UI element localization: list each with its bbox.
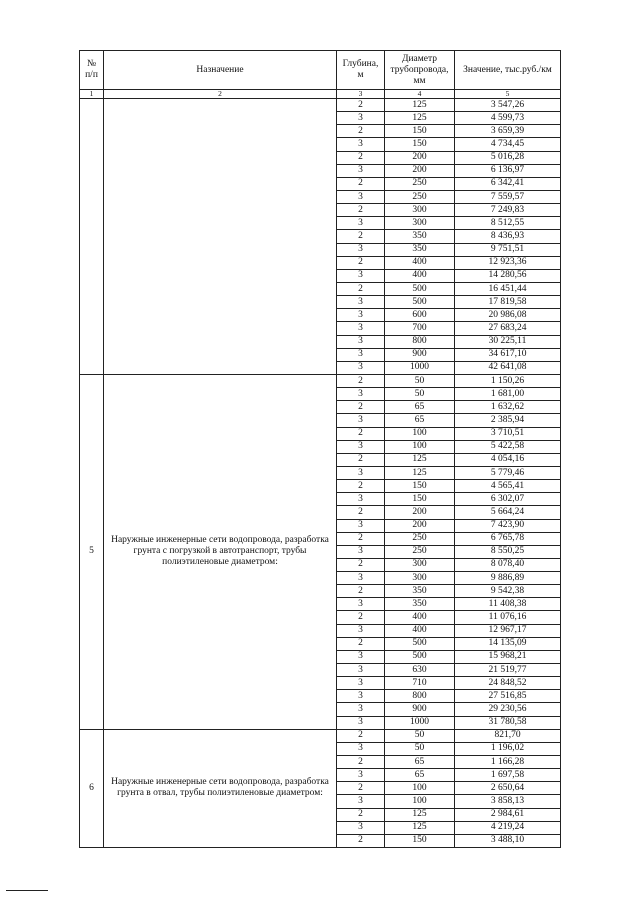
value-cell: 1 196,02 (455, 742, 561, 755)
value-cell: 5 779,46 (455, 466, 561, 479)
depth-cell: 3 (337, 821, 385, 834)
diameter-cell: 125 (385, 466, 455, 479)
value-cell: 5 664,24 (455, 506, 561, 519)
depth-cell: 2 (337, 99, 385, 112)
section-number: 6 (80, 729, 104, 847)
depth-cell: 2 (337, 480, 385, 493)
depth-cell: 3 (337, 650, 385, 663)
table-row (80, 729, 561, 742)
depth-cell: 3 (337, 742, 385, 755)
depth-cell: 2 (337, 637, 385, 650)
diameter-cell: 500 (385, 282, 455, 295)
value-cell: 8 436,93 (455, 230, 561, 243)
value-cell: 4 054,16 (455, 453, 561, 466)
diameter-cell: 700 (385, 322, 455, 335)
depth-cell: 3 (337, 269, 385, 282)
diameter-cell: 150 (385, 480, 455, 493)
diameter-cell: 400 (385, 611, 455, 624)
value-cell: 20 986,08 (455, 309, 561, 322)
diameter-cell: 200 (385, 506, 455, 519)
depth-cell: 2 (337, 177, 385, 190)
diameter-cell: 350 (385, 230, 455, 243)
depth-cell: 3 (337, 677, 385, 690)
column-number: 2 (104, 90, 337, 99)
diameter-cell: 250 (385, 545, 455, 558)
depth-cell: 2 (337, 427, 385, 440)
diameter-cell: 250 (385, 190, 455, 203)
diameter-cell: 125 (385, 453, 455, 466)
diameter-cell: 125 (385, 112, 455, 125)
depth-cell: 3 (337, 309, 385, 322)
value-cell: 8 512,55 (455, 217, 561, 230)
diameter-cell: 200 (385, 151, 455, 164)
value-cell: 3 659,39 (455, 125, 561, 138)
diameter-cell: 1000 (385, 716, 455, 729)
depth-cell: 3 (337, 361, 385, 374)
diameter-cell: 900 (385, 703, 455, 716)
diameter-cell: 400 (385, 256, 455, 269)
diameter-cell: 50 (385, 374, 455, 387)
value-cell: 24 848,52 (455, 677, 561, 690)
value-cell: 3 710,51 (455, 427, 561, 440)
diameter-cell: 125 (385, 821, 455, 834)
diameter-cell: 800 (385, 690, 455, 703)
diameter-cell: 300 (385, 572, 455, 585)
depth-cell: 2 (337, 506, 385, 519)
value-cell: 1 166,28 (455, 756, 561, 769)
price-table (79, 50, 561, 848)
diameter-cell: 600 (385, 309, 455, 322)
value-cell: 31 780,58 (455, 716, 561, 729)
depth-cell: 2 (337, 230, 385, 243)
value-cell: 30 225,11 (455, 335, 561, 348)
depth-cell: 2 (337, 282, 385, 295)
value-cell: 821,70 (455, 729, 561, 742)
depth-cell: 3 (337, 322, 385, 335)
value-cell: 2 385,94 (455, 414, 561, 427)
diameter-cell: 710 (385, 677, 455, 690)
diameter-cell: 400 (385, 624, 455, 637)
value-cell: 5 422,58 (455, 440, 561, 453)
diameter-cell: 65 (385, 414, 455, 427)
depth-cell: 2 (337, 204, 385, 217)
diameter-cell: 150 (385, 125, 455, 138)
column-number: 3 (337, 90, 385, 99)
value-cell: 9 751,51 (455, 243, 561, 256)
diameter-cell: 50 (385, 729, 455, 742)
value-cell: 3 858,13 (455, 795, 561, 808)
depth-cell: 2 (337, 256, 385, 269)
value-cell: 1 150,26 (455, 374, 561, 387)
diameter-cell: 150 (385, 834, 455, 847)
depth-cell: 3 (337, 598, 385, 611)
value-cell: 4 734,45 (455, 138, 561, 151)
diameter-cell: 350 (385, 585, 455, 598)
value-cell: 15 968,21 (455, 650, 561, 663)
value-cell: 6 302,07 (455, 493, 561, 506)
value-cell: 6 342,41 (455, 177, 561, 190)
value-cell: 3 547,26 (455, 99, 561, 112)
diameter-cell: 300 (385, 217, 455, 230)
depth-cell: 3 (337, 296, 385, 309)
diameter-cell: 1000 (385, 361, 455, 374)
diameter-cell: 150 (385, 138, 455, 151)
depth-cell: 2 (337, 729, 385, 742)
value-cell: 8 078,40 (455, 558, 561, 571)
depth-cell: 2 (337, 401, 385, 414)
value-cell: 21 519,77 (455, 664, 561, 677)
diameter-cell: 200 (385, 519, 455, 532)
header-value: Значение, тыс.руб./км (455, 51, 561, 90)
depth-cell: 2 (337, 834, 385, 847)
value-cell: 6 765,78 (455, 532, 561, 545)
depth-cell: 3 (337, 519, 385, 532)
diameter-cell: 50 (385, 742, 455, 755)
depth-cell: 2 (337, 151, 385, 164)
value-cell: 29 230,56 (455, 703, 561, 716)
column-number: 1 (80, 90, 104, 99)
diameter-cell: 250 (385, 532, 455, 545)
diameter-cell: 630 (385, 664, 455, 677)
section-description (104, 99, 337, 375)
depth-cell: 3 (337, 493, 385, 506)
header-depth: Глубина, м (337, 51, 385, 90)
value-cell: 4 599,73 (455, 112, 561, 125)
column-numbers-row (80, 90, 561, 99)
depth-cell: 3 (337, 716, 385, 729)
diameter-cell: 65 (385, 756, 455, 769)
depth-cell: 2 (337, 585, 385, 598)
header-diameter: Диаметр трубопровода, мм (385, 51, 455, 90)
section-number (80, 99, 104, 375)
diameter-cell: 50 (385, 388, 455, 401)
diameter-cell: 100 (385, 782, 455, 795)
depth-cell: 3 (337, 769, 385, 782)
depth-cell: 2 (337, 125, 385, 138)
depth-cell: 3 (337, 572, 385, 585)
table-body (80, 99, 561, 848)
value-cell: 12 967,17 (455, 624, 561, 637)
depth-cell: 3 (337, 138, 385, 151)
value-cell: 11 408,38 (455, 598, 561, 611)
depth-cell: 3 (337, 112, 385, 125)
value-cell: 6 136,97 (455, 164, 561, 177)
value-cell: 11 076,16 (455, 611, 561, 624)
diameter-cell: 800 (385, 335, 455, 348)
diameter-cell: 300 (385, 204, 455, 217)
value-cell: 4 565,41 (455, 480, 561, 493)
depth-cell: 3 (337, 164, 385, 177)
diameter-cell: 100 (385, 440, 455, 453)
depth-cell: 2 (337, 374, 385, 387)
depth-cell: 2 (337, 782, 385, 795)
value-cell: 9 886,89 (455, 572, 561, 585)
header-number: № п/п (80, 51, 104, 90)
value-cell: 1 681,00 (455, 388, 561, 401)
value-cell: 1 632,62 (455, 401, 561, 414)
value-cell: 16 451,44 (455, 282, 561, 295)
depth-cell: 3 (337, 335, 385, 348)
header-purpose: Назначение (104, 51, 337, 90)
diameter-cell: 350 (385, 598, 455, 611)
value-cell: 34 617,10 (455, 348, 561, 361)
value-cell: 27 683,24 (455, 322, 561, 335)
value-cell: 2 650,64 (455, 782, 561, 795)
depth-cell: 2 (337, 558, 385, 571)
depth-cell: 3 (337, 690, 385, 703)
value-cell: 1 697,58 (455, 769, 561, 782)
value-cell: 42 641,08 (455, 361, 561, 374)
table-row (80, 99, 561, 112)
section-description: Наружные инженерные сети водопровода, разработка грунта в отвал, трубы полиэтиленовые диаметром: (104, 729, 337, 847)
table-header (80, 51, 561, 99)
depth-cell: 3 (337, 545, 385, 558)
value-cell: 2 984,61 (455, 808, 561, 821)
diameter-cell: 900 (385, 348, 455, 361)
depth-cell: 3 (337, 414, 385, 427)
value-cell: 7 249,83 (455, 204, 561, 217)
depth-cell: 3 (337, 466, 385, 479)
value-cell: 8 550,25 (455, 545, 561, 558)
diameter-cell: 250 (385, 177, 455, 190)
value-cell: 14 280,56 (455, 269, 561, 282)
value-cell: 9 542,38 (455, 585, 561, 598)
diameter-cell: 125 (385, 99, 455, 112)
diameter-cell: 100 (385, 427, 455, 440)
diameter-cell: 500 (385, 650, 455, 663)
depth-cell: 2 (337, 611, 385, 624)
value-cell: 27 516,85 (455, 690, 561, 703)
diameter-cell: 65 (385, 401, 455, 414)
column-number: 4 (385, 90, 455, 99)
depth-cell: 3 (337, 243, 385, 256)
depth-cell: 3 (337, 440, 385, 453)
value-cell: 5 016,28 (455, 151, 561, 164)
depth-cell: 3 (337, 388, 385, 401)
section-description: Наружные инженерные сети водопровода, разработка грунта с погрузкой в автотранспорт, трубы полиэтиленовые диаметром: (104, 374, 337, 729)
value-cell: 12 923,36 (455, 256, 561, 269)
diameter-cell: 300 (385, 558, 455, 571)
depth-cell: 2 (337, 808, 385, 821)
diameter-cell: 65 (385, 769, 455, 782)
depth-cell: 2 (337, 756, 385, 769)
depth-cell: 3 (337, 348, 385, 361)
depth-cell: 2 (337, 453, 385, 466)
value-cell: 17 819,58 (455, 296, 561, 309)
diameter-cell: 500 (385, 296, 455, 309)
section-number: 5 (80, 374, 104, 729)
depth-cell: 2 (337, 532, 385, 545)
value-cell: 3 488,10 (455, 834, 561, 847)
diameter-cell: 150 (385, 493, 455, 506)
value-cell: 14 135,09 (455, 637, 561, 650)
depth-cell: 3 (337, 795, 385, 808)
diameter-cell: 350 (385, 243, 455, 256)
diameter-cell: 200 (385, 164, 455, 177)
depth-cell: 3 (337, 217, 385, 230)
column-number: 5 (455, 90, 561, 99)
depth-cell: 3 (337, 190, 385, 203)
diameter-cell: 400 (385, 269, 455, 282)
footnote-divider (6, 890, 48, 891)
value-cell: 7 559,57 (455, 190, 561, 203)
value-cell: 4 219,24 (455, 821, 561, 834)
table-row (80, 374, 561, 387)
depth-cell: 3 (337, 624, 385, 637)
value-cell: 7 423,90 (455, 519, 561, 532)
diameter-cell: 100 (385, 795, 455, 808)
diameter-cell: 125 (385, 808, 455, 821)
depth-cell: 3 (337, 664, 385, 677)
depth-cell: 3 (337, 703, 385, 716)
diameter-cell: 500 (385, 637, 455, 650)
